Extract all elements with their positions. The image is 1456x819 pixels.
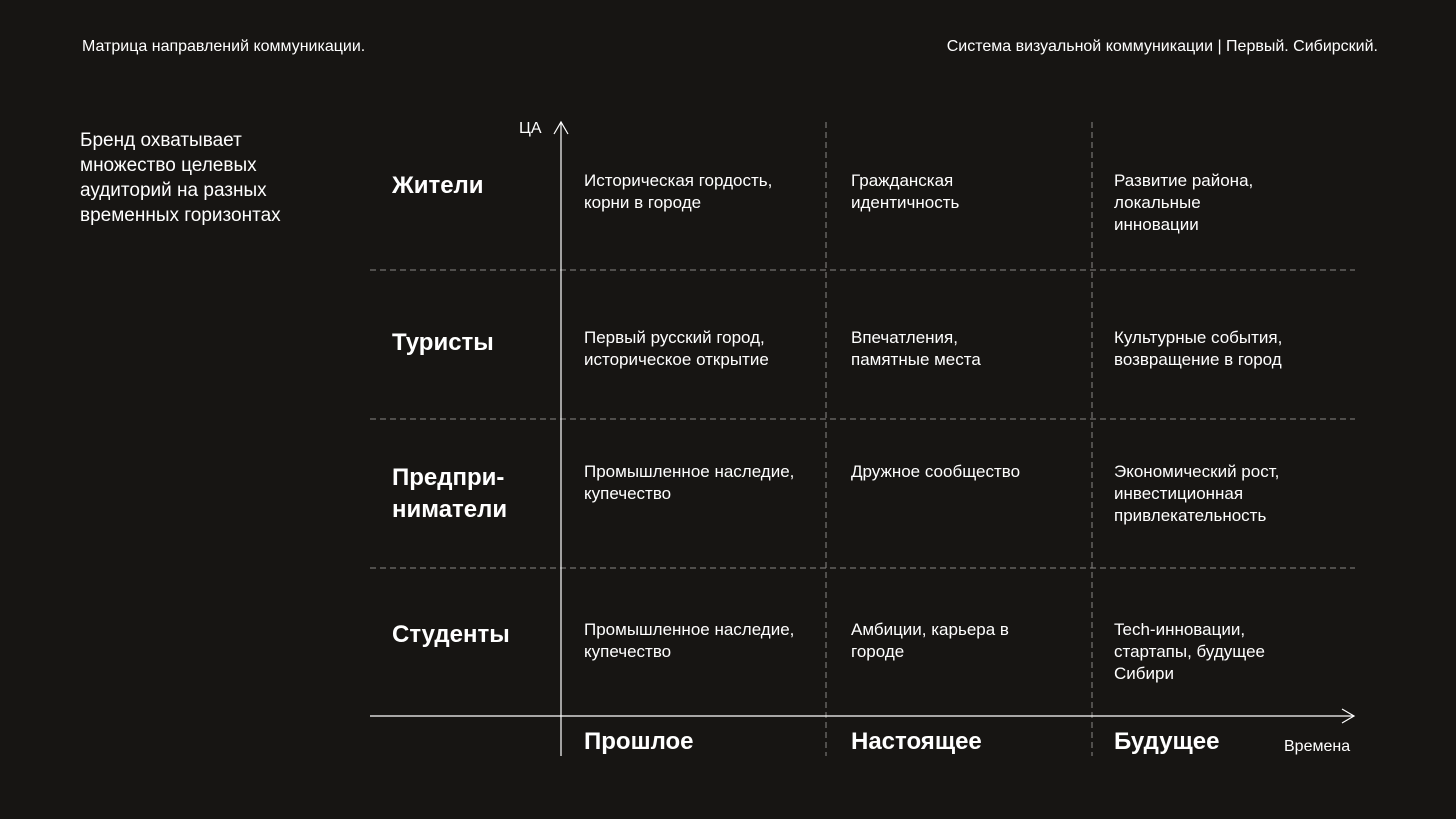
column-label-future: Будущее [1114, 728, 1220, 755]
cell-students-future: Tech-инновации, стартапы, будущее Сибири [1114, 620, 1265, 683]
column-label-past: Прошлое [584, 728, 694, 755]
row-label-students: Студенты [392, 621, 510, 648]
row-label-entrepreneurs: Предпри-ниматели [392, 464, 508, 523]
y-axis-label: ЦА [519, 120, 542, 137]
cell-tourists-present: Впечатления, памятные места [851, 328, 981, 369]
row-label-tourists: Туристы [392, 329, 494, 356]
cell-tourists-future: Культурные события, возвращение в город [1114, 328, 1283, 369]
cell-entrepreneurs-present: Дружное сообщество [851, 462, 1021, 481]
intro-text: Бренд охватывает множество целевых аудиторий на разных временных горизонтах [80, 130, 281, 226]
row-label-residents: Жители [392, 172, 484, 199]
cell-students-present: Амбиции, карьера в городе [851, 620, 1009, 661]
cell-entrepreneurs-future: Экономический рост, инвестиционная привлекательность [1114, 462, 1280, 525]
column-label-present: Настоящее [851, 728, 982, 755]
cell-tourists-past: Первый русский город, историческое открытие [584, 328, 769, 369]
cell-entrepreneurs-past: Промышленное наследие, купечество [584, 462, 795, 503]
header-subtitle: Система визуальной коммуникации | Первый. Сибирский. [946, 38, 1378, 55]
cell-residents-future: Развитие района, локальные инновации [1114, 171, 1254, 234]
cell-residents-present: Гражданская идентичность [851, 171, 960, 212]
header-title: Матрица направлений коммуникации. [82, 38, 366, 55]
cell-students-past: Промышленное наследие, купечество [584, 620, 795, 661]
x-axis-label: Времена [1284, 738, 1351, 755]
cell-residents-past: Историческая гордость, корни в городе [584, 171, 773, 212]
